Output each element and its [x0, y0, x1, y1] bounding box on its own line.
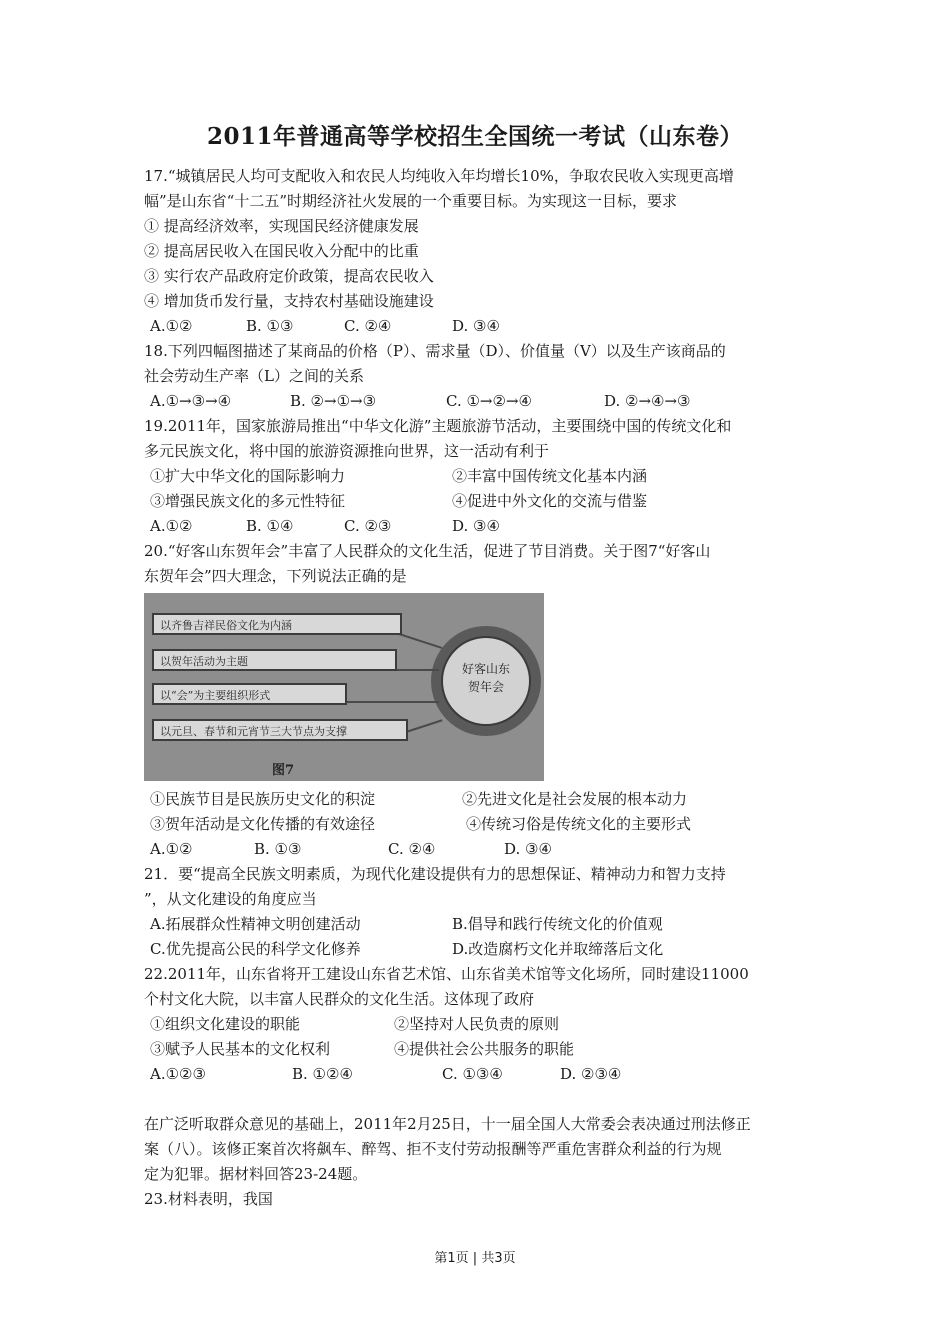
q21-options-row-2	[144, 937, 809, 962]
figure-connector-1	[399, 633, 442, 649]
q17-options	[144, 314, 809, 339]
q18-options	[144, 389, 809, 414]
q22-items-row-1	[144, 1012, 809, 1037]
q19-item-3: ③增强民族文化的多元性特征	[150, 492, 346, 510]
q20-option-b: B. ①③	[254, 840, 302, 858]
q22-stem-line-2: 个村文化大院，以丰富人民群众的文化生活。这体现了政府	[144, 990, 535, 1008]
q17-option-b: B. ①③	[246, 317, 294, 335]
page-title: 2011年普通高等学校招生全国统一考试（山东卷）	[206, 123, 743, 150]
figure-connector-4	[406, 719, 443, 733]
q19-option-b: B. ①④	[246, 517, 294, 535]
q22-options	[144, 1062, 809, 1087]
q21-option-a: A.拓展群众性精神文明创建活动	[150, 915, 361, 933]
figure-7	[144, 593, 544, 781]
q19-stem-line-1: 19.2011年，国家旅游局推出“中华文化游”主题旅游节活动，主要围绕中国的传统文化和	[144, 417, 732, 435]
q21-option-b: B.倡导和践行传统文化的价值观	[452, 915, 663, 933]
q18-option-b: B. ②→①→③	[290, 392, 377, 410]
q17-item-3: ③ 实行农产品政府定价政策，提高农民收入	[144, 267, 434, 285]
figure-center-line-2: 贺年会	[467, 680, 504, 694]
q19-items-row-2	[144, 489, 809, 514]
q20-item-1: ①民族节目是民族历史文化的积淀	[150, 790, 376, 808]
material-line-2: 案（八）。该修正案首次将飙车、醉驾、拒不支付劳动报酬等严重危害群众利益的行为规	[144, 1140, 722, 1158]
q22-option-a: A.①②③	[150, 1065, 206, 1083]
q20-stem-line-1: 20.“好客山东贺年会”丰富了人民群众的文化生活，促进了节目消费。关于图7“好客山	[144, 542, 711, 560]
figure-center-line-1: 好客山东	[461, 662, 510, 676]
q19-item-1: ①扩大中华文化的国际影响力	[150, 467, 346, 485]
q18-option-a: A.①→③→④	[150, 392, 232, 410]
q22-item-4: ④提供社会公共服务的职能	[394, 1040, 575, 1058]
q21-options-row-1	[144, 912, 809, 937]
q22-item-3: ③赋予人民基本的文化权利	[150, 1040, 331, 1058]
q17-stem-line-2: 幅”是山东省“十二五”时期经济社火发展的一个重要目标。为实现这一目标，要求	[144, 192, 678, 210]
q19-option-a: A.①②	[150, 517, 193, 535]
q20-option-c: C. ②④	[388, 840, 436, 858]
q17-item-2: ② 提高居民收入在国民收入分配中的比重	[144, 242, 419, 260]
q18-stem-line-2: 社会劳动生产率（L）之间的关系	[144, 367, 364, 385]
q22-item-2: ②坚持对人民负责的原则	[394, 1015, 560, 1033]
exam-content	[144, 164, 809, 1212]
q17-stem-line-1: 17.“城镇居民人均可支配收入和农民人均纯收入年均增长10%，争取农民收入实现更高增	[144, 167, 734, 185]
q20-option-a: A.①②	[150, 840, 193, 858]
q18-stem-line-1: 18.下列四幅图描述了某商品的价格（P）、需求量（D）、价值量（V）以及生产该商品的	[144, 342, 726, 360]
q20-stem-line-2: 东贺年会”四大理念，下列说法正确的是	[144, 567, 407, 585]
q23-stem-line-1: 23.材料表明，我国	[144, 1190, 273, 1208]
material-line-3: 定为犯罪。据材料回答23-24题。	[144, 1165, 368, 1183]
q19-item-2: ②丰富中国传统文化基本内涵	[452, 467, 648, 485]
q22-item-1: ①组织文化建设的职能	[150, 1015, 301, 1033]
q18-option-c: C. ①→②→④	[446, 392, 532, 410]
q17-item-4: ④ 增加货币发行量，支持农村基础设施建设	[144, 292, 434, 310]
q19-option-c: C. ②③	[344, 517, 392, 535]
q20-item-4: ④传统习俗是传统文化的主要形式	[466, 815, 692, 833]
q22-option-c: C. ①③④	[442, 1065, 503, 1083]
q19-option-d: D. ③④	[452, 517, 500, 535]
figure-connector-3	[344, 701, 439, 703]
figure-bar-1: 以齐鲁吉祥民俗文化为内涵	[152, 613, 402, 635]
material-line-1: 在广泛听取群众意见的基础上，2011年2月25日，十一届全国人大常委会表决通过刑法修正	[144, 1115, 751, 1133]
page-footer: 第1页 | 共3页	[434, 1251, 516, 1266]
spacer	[144, 1087, 809, 1112]
q20-item-2: ②先进文化是社会发展的根本动力	[462, 790, 688, 808]
figure-center-circle	[441, 636, 531, 726]
q19-items-row-1	[144, 464, 809, 489]
figure-bar-3: 以“会”为主要组织形式	[152, 683, 347, 705]
q22-option-d: D. ②③④	[560, 1065, 622, 1083]
q21-option-c: C.优先提高公民的科学文化修养	[150, 940, 361, 958]
q21-stem-line-1: 21．要“提高全民族文明素质，为现代化建设提供有力的思想保证、精神动力和智力支持	[144, 865, 726, 883]
q21-option-d: D.改造腐朽文化并取缔落后文化	[452, 940, 664, 958]
q20-option-d: D. ③④	[504, 840, 552, 858]
figure-caption: 图7	[272, 763, 295, 778]
q22-items-row-2	[144, 1037, 809, 1062]
q22-stem-line-1: 22.2011年，山东省将开工建设山东省艺术馆、山东省美术馆等文化场所，同时建设11000	[144, 965, 749, 983]
q22-option-b: B. ①②④	[292, 1065, 353, 1083]
q17-option-c: C. ②④	[344, 317, 392, 335]
q20-item-3: ③贺年活动是文化传播的有效途径	[150, 815, 376, 833]
q17-option-d: D. ③④	[452, 317, 500, 335]
q19-item-4: ④促进中外文化的交流与借鉴	[452, 492, 648, 510]
figure-bar-4: 以元旦、春节和元宵节三大节点为支撑	[152, 719, 408, 741]
q20-items-row-1	[144, 787, 809, 812]
q17-item-1: ① 提高经济效率，实现国民经济健康发展	[144, 217, 419, 235]
q19-stem-line-2: 多元民族文化，将中国的旅游资源推向世界，这一活动有利于	[144, 442, 550, 460]
q20-options	[144, 837, 809, 862]
q20-items-row-2	[144, 812, 809, 837]
q19-options	[144, 514, 809, 539]
q17-option-a: A.①②	[150, 317, 193, 335]
q21-stem-line-2: ”，从文化建设的角度应当	[144, 890, 317, 908]
q18-option-d: D. ②→④→③	[604, 392, 691, 410]
figure-connector-2	[394, 669, 439, 671]
figure-bar-2: 以贺年活动为主题	[152, 649, 397, 671]
